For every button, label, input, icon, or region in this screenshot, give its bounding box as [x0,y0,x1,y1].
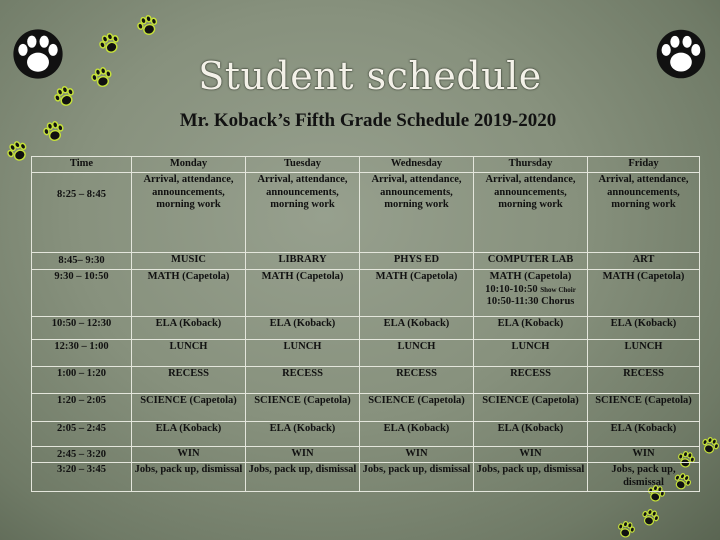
schedule-cell-line [476,284,585,297]
time-cell: 10:50 – 12:30 [32,317,132,340]
table-row [32,366,700,394]
schedule-cell: MATH (Capetola) [360,270,474,317]
schedule-cell: SCIENCE (Capetola) [246,394,360,422]
schedule-cell: RECESS [246,366,360,394]
schedule-cell: MATH (Capetola) [246,270,360,317]
table-row [32,463,700,492]
schedule-cell: RECESS [132,366,246,394]
schedule-cell: WIN [246,447,360,463]
column-header: Friday [588,157,700,173]
column-header: Wednesday [360,157,474,173]
schedule-cell: MUSIC [132,252,246,269]
schedule-cell: ELA (Koback) [588,317,700,340]
schedule-cell: MATH (Capetola) [588,270,700,317]
schedule-cell: Jobs, pack up, dismissal [360,463,474,492]
schedule-cell: Arrival, attendance, announcements, morning work [360,173,474,253]
schedule-cell: MATH (Capetola) [132,270,246,317]
schedule-cell: ELA (Koback) [132,317,246,340]
time-cell: 2:45 – 3:20 [32,447,132,463]
schedule-cell: SCIENCE (Capetola) [474,394,588,422]
table-row [32,270,700,317]
schedule-cell: Jobs, pack up, dismissal [246,463,360,492]
schedule-cell: SCIENCE (Capetola) [360,394,474,422]
schedule-cell: RECESS [474,366,588,394]
schedule-cell-note: Show Choir [540,285,576,294]
time-cell: 8:45– 9:30 [32,252,132,269]
schedule-cell-line: MATH (Capetola) [489,271,572,283]
schedule-cell: ELA (Koback) [474,421,588,447]
column-header: Time [32,157,132,173]
schedule-cell: Arrival, attendance, announcements, morning work [132,173,246,253]
schedule-cell: WIN [132,447,246,463]
schedule-cell-time: 10:10-10:50 [485,283,538,295]
paw-print-icon [6,140,30,164]
time-cell: 1:20 – 2:05 [32,394,132,422]
schedule-cell: ELA (Koback) [132,421,246,447]
schedule-cell: SCIENCE (Capetola) [132,394,246,422]
column-header: Monday [132,157,246,173]
time-cell: 8:25 – 8:45 [32,173,132,253]
paw-print-icon [98,32,122,56]
schedule-cell: WIN [360,447,474,463]
time-cell: 3:20 – 3:45 [32,463,132,492]
paw-print-icon [640,508,660,528]
schedule-cell: LIBRARY [246,252,360,269]
schedule-cell: Arrival, attendance, announcements, morning work [474,173,588,253]
schedule-cell: WIN [588,447,700,463]
schedule-cell: Jobs, pack up, dismissal [132,463,246,492]
table-row [32,317,700,340]
schedule-cell: ELA (Koback) [246,421,360,447]
schedule-cell: ELA (Koback) [474,317,588,340]
table-row [32,394,700,422]
schedule-cell: LUNCH [588,339,700,366]
schedule-cell: ELA (Koback) [588,421,700,447]
schedule-cell: Arrival, attendance, announcements, morning work [246,173,360,253]
schedule-cell: WIN [474,447,588,463]
paw-print-icon [136,14,160,38]
paw-print-icon [700,436,720,456]
time-cell: 12:30 – 1:00 [32,339,132,366]
schedule-cell: ELA (Koback) [360,421,474,447]
schedule-cell: SCIENCE (Capetola) [588,394,700,422]
time-cell: 2:05 – 2:45 [32,421,132,447]
time-cell: 9:30 – 10:50 [32,270,132,317]
schedule-cell: LUNCH [360,339,474,366]
slide-title: Student schedule [198,54,542,98]
schedule-cell: Jobs, pack up, dismissal [474,463,588,492]
time-cell: 1:00 – 1:20 [32,366,132,394]
schedule-cell: LUNCH [246,339,360,366]
schedule-cell: RECESS [588,366,700,394]
table-row [32,339,700,366]
schedule-cell: ELA (Koback) [246,317,360,340]
table-row [32,447,700,463]
schedule-cell: Arrival, attendance, announcements, morning work [588,173,700,253]
schedule-cell: COMPUTER LAB [474,252,588,269]
paw-print-icon [616,520,636,540]
column-header: Tuesday [246,157,360,173]
schedule-table [31,156,700,492]
table-header-row [32,157,700,173]
schedule-cell: Jobs, pack up, dismissal [588,463,700,492]
schedule-cell: LUNCH [474,339,588,366]
schedule-cell: ELA (Koback) [360,317,474,340]
schedule-cell-line: 10:50-11:30 Chorus [486,296,575,308]
table-row [32,421,700,447]
schedule-cell [474,270,588,317]
schedule-title: Mr. Koback’s Fifth Grade Schedule 2019-2020 [179,110,557,131]
table-row [32,252,700,269]
schedule-cell: LUNCH [132,339,246,366]
schedule-cell: RECESS [360,366,474,394]
column-header: Thursday [474,157,588,173]
table-row [32,173,700,253]
schedule-cell: PHYS ED [360,252,474,269]
schedule-cell: ART [588,252,700,269]
